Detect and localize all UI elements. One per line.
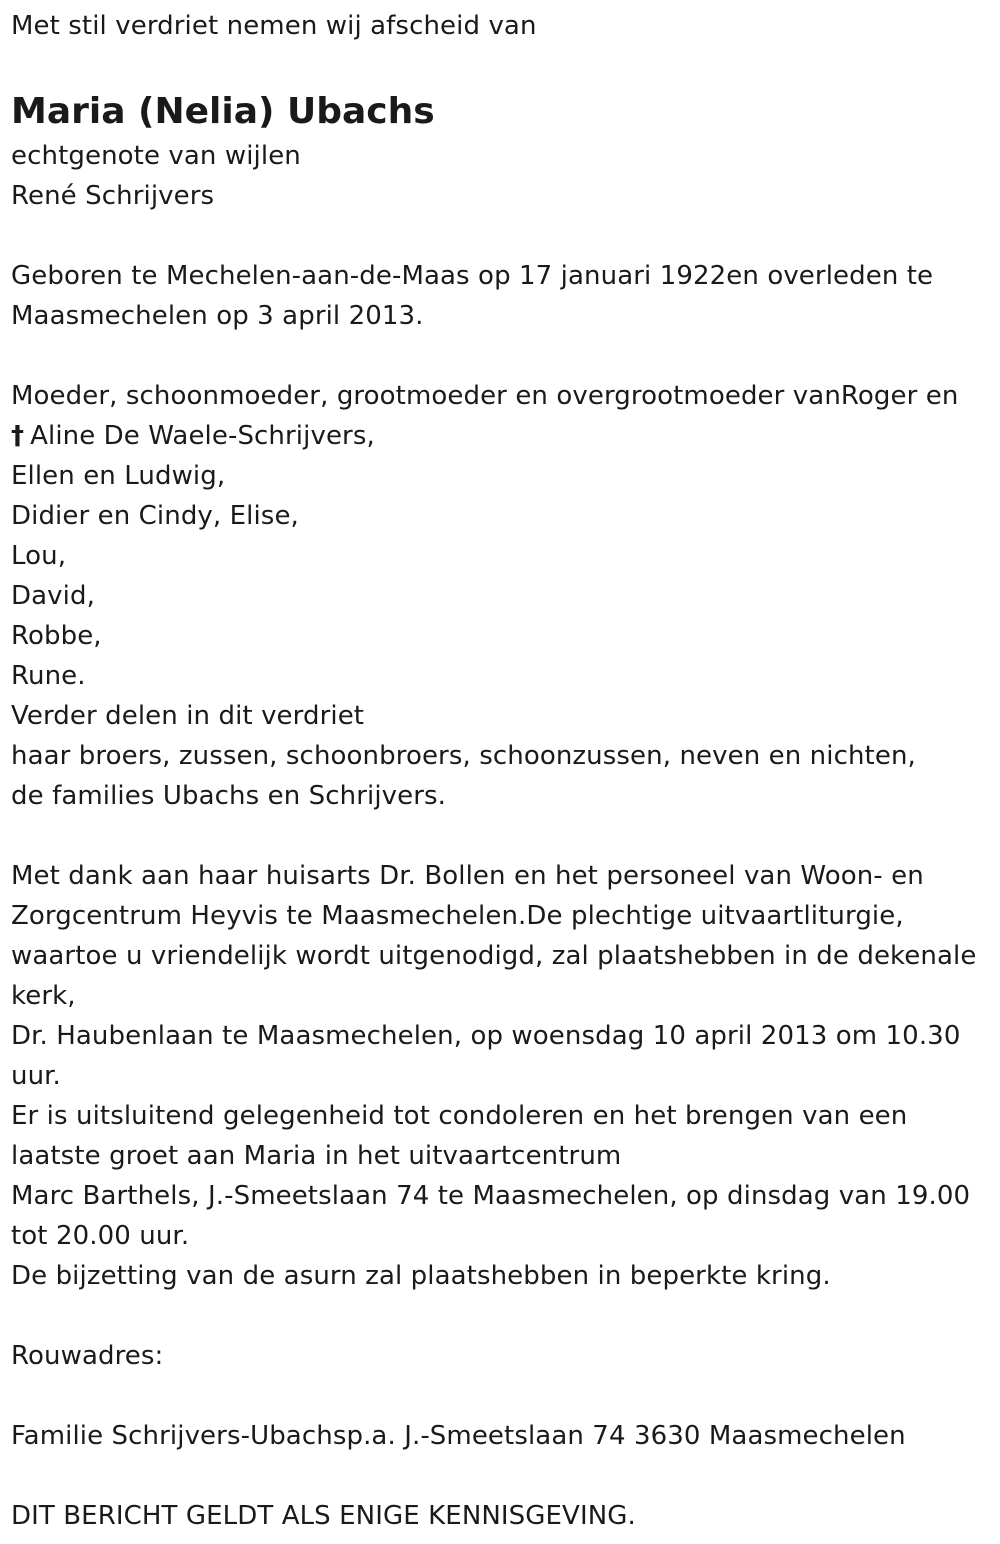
family-line-2 [11,416,991,456]
deceased-name: Maria (Nelia) Ubachs [11,91,435,132]
closing-statement: DIT BERICHT GELDT ALS ENIGE KENNISGEVING. [11,1501,636,1531]
thanks-line-2: Zorgcentrum Heyvis te Maasmechelen.De plechtige uitvaartliturgie, [11,901,904,931]
thanks-section [11,856,991,1296]
cross-icon: † [11,421,25,451]
spacer [11,816,991,856]
thanks-line-1: Met dank aan haar huisarts Dr. Bollen en het personeel van Woon- en [11,861,924,891]
birth-line-1: Geboren te Mechelen-aan-de-Maas op 17 januari 1922en overleden te [11,261,934,291]
intro-text: Met stil verdriet nemen wij afscheid van [11,11,537,41]
spacer [11,216,991,256]
thanks-line-3: waartoe u vriendelijk wordt uitgenodigd, zal plaatshebben in de dekenale [11,941,977,971]
spacer [11,336,991,376]
family-line-3: Ellen en Ludwig, [11,461,226,491]
thanks-line-5: Dr. Haubenlaan te Maasmechelen, op woensdag 10 april 2013 om 10.30 [11,1021,961,1051]
thanks-line-4: kerk, [11,981,76,1011]
family-line-6: David, [11,581,95,611]
thanks-line-6: uur. [11,1061,61,1091]
birth-line-2: Maasmechelen op 3 april 2013. [11,301,424,331]
thanks-line-11: De bijzetting van de asurn zal plaatshebben in beperkte kring. [11,1261,831,1291]
thanks-line-10: tot 20.00 uur. [11,1221,190,1251]
spacer [11,1376,991,1416]
death-notice [11,0,991,1536]
thanks-line-8: laatste groet aan Maria in het uitvaartcentrum [11,1141,622,1171]
spacer [11,1456,991,1496]
thanks-line-9: Marc Barthels, J.-Smeetslaan 74 te Maasmechelen, op dinsdag van 19.00 [11,1181,971,1211]
family-line-1: Moeder, schoonmoeder, grootmoeder en overgrootmoeder vanRoger en [11,381,959,411]
family-line-7: Robbe, [11,621,102,651]
address-label: Rouwadres: [11,1341,164,1371]
family-line-11: de families Ubachs en Schrijvers. [11,781,447,811]
thanks-line-7: Er is uitsluitend gelegenheid tot condoleren en het brengen van een [11,1101,908,1131]
family-line-10: haar broers, zussen, schoonbroers, schoonzussen, neven en nichten, [11,741,916,771]
spouse-line-1: echtgenote van wijlen [11,141,301,171]
family-line-5: Lou, [11,541,67,571]
spouse-line-2: René Schrijvers [11,181,215,211]
mourning-address: Familie Schrijvers-Ubachsp.a. J.-Smeetslaan 74 3630 Maasmechelen [11,1421,906,1451]
family-line-8: Rune. [11,661,86,691]
family-section [11,376,991,816]
family-line-2-text: Aline De Waele-Schrijvers, [30,421,375,451]
family-line-4: Didier en Cindy, Elise, [11,501,299,531]
family-line-9: Verder delen in dit verdriet [11,701,365,731]
spacer [11,1296,991,1336]
